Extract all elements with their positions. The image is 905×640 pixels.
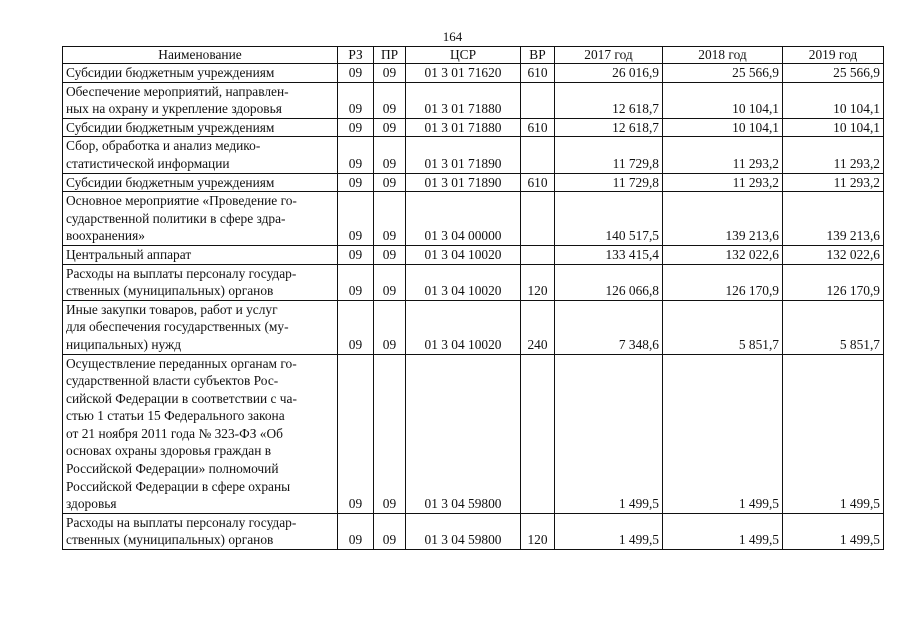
cell-2017: 1 499,5 (555, 513, 663, 549)
cell-2019: 10 104,1 (783, 82, 884, 118)
cell-pr: 09 (374, 513, 406, 549)
cell-2019: 126 170,9 (783, 264, 884, 300)
header-pr: ПР (374, 47, 406, 64)
cell-pr: 09 (374, 173, 406, 192)
cell-pr: 09 (374, 137, 406, 173)
header-2017: 2017 год (555, 47, 663, 64)
cell-name: Субсидии бюджетным учреждениям (63, 118, 338, 137)
table-row (63, 118, 884, 137)
header-row (63, 47, 884, 64)
cell-2019: 5 851,7 (783, 300, 884, 354)
table-row (63, 513, 884, 549)
cell-name: Расходы на выплаты персоналу государ- ственных (муниципальных) органов (63, 513, 338, 549)
cell-vr: 610 (521, 118, 555, 137)
cell-rz: 09 (338, 64, 374, 83)
cell-2017: 12 618,7 (555, 118, 663, 137)
cell-rz: 09 (338, 354, 374, 513)
table-row (63, 137, 884, 173)
header-2018: 2018 год (663, 47, 783, 64)
cell-2019: 11 293,2 (783, 173, 884, 192)
cell-name: Субсидии бюджетным учреждениям (63, 64, 338, 83)
cell-pr: 09 (374, 118, 406, 137)
cell-2018: 132 022,6 (663, 245, 783, 264)
cell-2017: 11 729,8 (555, 137, 663, 173)
cell-2017: 140 517,5 (555, 192, 663, 246)
header-vr: ВР (521, 47, 555, 64)
table-row (63, 173, 884, 192)
cell-csr: 01 3 01 71890 (406, 173, 521, 192)
cell-2018: 11 293,2 (663, 173, 783, 192)
header-csr: ЦСР (406, 47, 521, 64)
cell-csr: 01 3 01 71890 (406, 137, 521, 173)
cell-name: Осуществление переданных органам го- сударственной власти субъектов Рос- сийской Федерации в соответствии с ча- стью 1 статьи 15 Федерального закона от 21 ноября 2011 года № 323-ФЗ «Об основах охраны здоровья граждан в Российской Федерации» полномочий Российской Федерации в сфере охраны здоровья (63, 354, 338, 513)
cell-csr: 01 3 04 10020 (406, 264, 521, 300)
cell-rz: 09 (338, 513, 374, 549)
table-row (63, 245, 884, 264)
cell-rz: 09 (338, 137, 374, 173)
cell-pr: 09 (374, 354, 406, 513)
cell-csr: 01 3 04 10020 (406, 300, 521, 354)
budget-table (62, 46, 884, 550)
table-row (63, 192, 884, 246)
cell-rz: 09 (338, 264, 374, 300)
table-row (63, 354, 884, 513)
cell-name: Расходы на выплаты персоналу государ- ственных (муниципальных) органов (63, 264, 338, 300)
cell-csr: 01 3 01 71620 (406, 64, 521, 83)
cell-vr (521, 192, 555, 246)
cell-name: Основное мероприятие «Проведение го- сударственной политики в сфере здра- воохранения» (63, 192, 338, 246)
cell-pr: 09 (374, 192, 406, 246)
cell-pr: 09 (374, 82, 406, 118)
cell-2018: 10 104,1 (663, 118, 783, 137)
cell-2019: 1 499,5 (783, 513, 884, 549)
cell-vr: 120 (521, 513, 555, 549)
cell-rz: 09 (338, 245, 374, 264)
cell-rz: 09 (338, 300, 374, 354)
cell-2017: 1 499,5 (555, 354, 663, 513)
cell-2018: 126 170,9 (663, 264, 783, 300)
cell-rz: 09 (338, 192, 374, 246)
cell-name: Иные закупки товаров, работ и услуг для обеспечения государственных (му- ниципальных) нужд (63, 300, 338, 354)
table-row (63, 300, 884, 354)
cell-csr: 01 3 04 00000 (406, 192, 521, 246)
cell-rz: 09 (338, 118, 374, 137)
cell-2018: 5 851,7 (663, 300, 783, 354)
cell-2019: 11 293,2 (783, 137, 884, 173)
cell-name: Сбор, обработка и анализ медико- статистической информации (63, 137, 338, 173)
cell-2017: 133 415,4 (555, 245, 663, 264)
cell-name: Обеспечение мероприятий, направлен- ных на охрану и укрепление здоровья (63, 82, 338, 118)
cell-2017: 26 016,9 (555, 64, 663, 83)
cell-pr: 09 (374, 300, 406, 354)
table-row (63, 264, 884, 300)
cell-vr: 120 (521, 264, 555, 300)
header-2019: 2019 год (783, 47, 884, 64)
header-rz: РЗ (338, 47, 374, 64)
cell-2019: 25 566,9 (783, 64, 884, 83)
cell-rz: 09 (338, 173, 374, 192)
cell-rz: 09 (338, 82, 374, 118)
cell-csr: 01 3 01 71880 (406, 118, 521, 137)
cell-2017: 12 618,7 (555, 82, 663, 118)
cell-vr (521, 137, 555, 173)
cell-2017: 126 066,8 (555, 264, 663, 300)
cell-2019: 1 499,5 (783, 354, 884, 513)
cell-vr: 610 (521, 173, 555, 192)
page-number: 164 (442, 29, 463, 44)
cell-csr: 01 3 01 71880 (406, 82, 521, 118)
cell-2018: 139 213,6 (663, 192, 783, 246)
cell-2018: 25 566,9 (663, 64, 783, 83)
header-name: Наименование (63, 47, 338, 64)
cell-pr: 09 (374, 245, 406, 264)
cell-vr (521, 354, 555, 513)
cell-vr: 240 (521, 300, 555, 354)
cell-vr: 610 (521, 64, 555, 83)
cell-2019: 139 213,6 (783, 192, 884, 246)
cell-2019: 132 022,6 (783, 245, 884, 264)
cell-2018: 1 499,5 (663, 354, 783, 513)
cell-2018: 10 104,1 (663, 82, 783, 118)
cell-2017: 7 348,6 (555, 300, 663, 354)
cell-name: Субсидии бюджетным учреждениям (63, 173, 338, 192)
cell-csr: 01 3 04 59800 (406, 354, 521, 513)
cell-2018: 1 499,5 (663, 513, 783, 549)
cell-csr: 01 3 04 10020 (406, 245, 521, 264)
cell-csr: 01 3 04 59800 (406, 513, 521, 549)
cell-2017: 11 729,8 (555, 173, 663, 192)
table-row (63, 64, 884, 83)
table-row (63, 82, 884, 118)
cell-pr: 09 (374, 64, 406, 83)
cell-vr (521, 245, 555, 264)
cell-2019: 10 104,1 (783, 118, 884, 137)
cell-pr: 09 (374, 264, 406, 300)
cell-2018: 11 293,2 (663, 137, 783, 173)
cell-vr (521, 82, 555, 118)
cell-name: Центральный аппарат (63, 245, 338, 264)
